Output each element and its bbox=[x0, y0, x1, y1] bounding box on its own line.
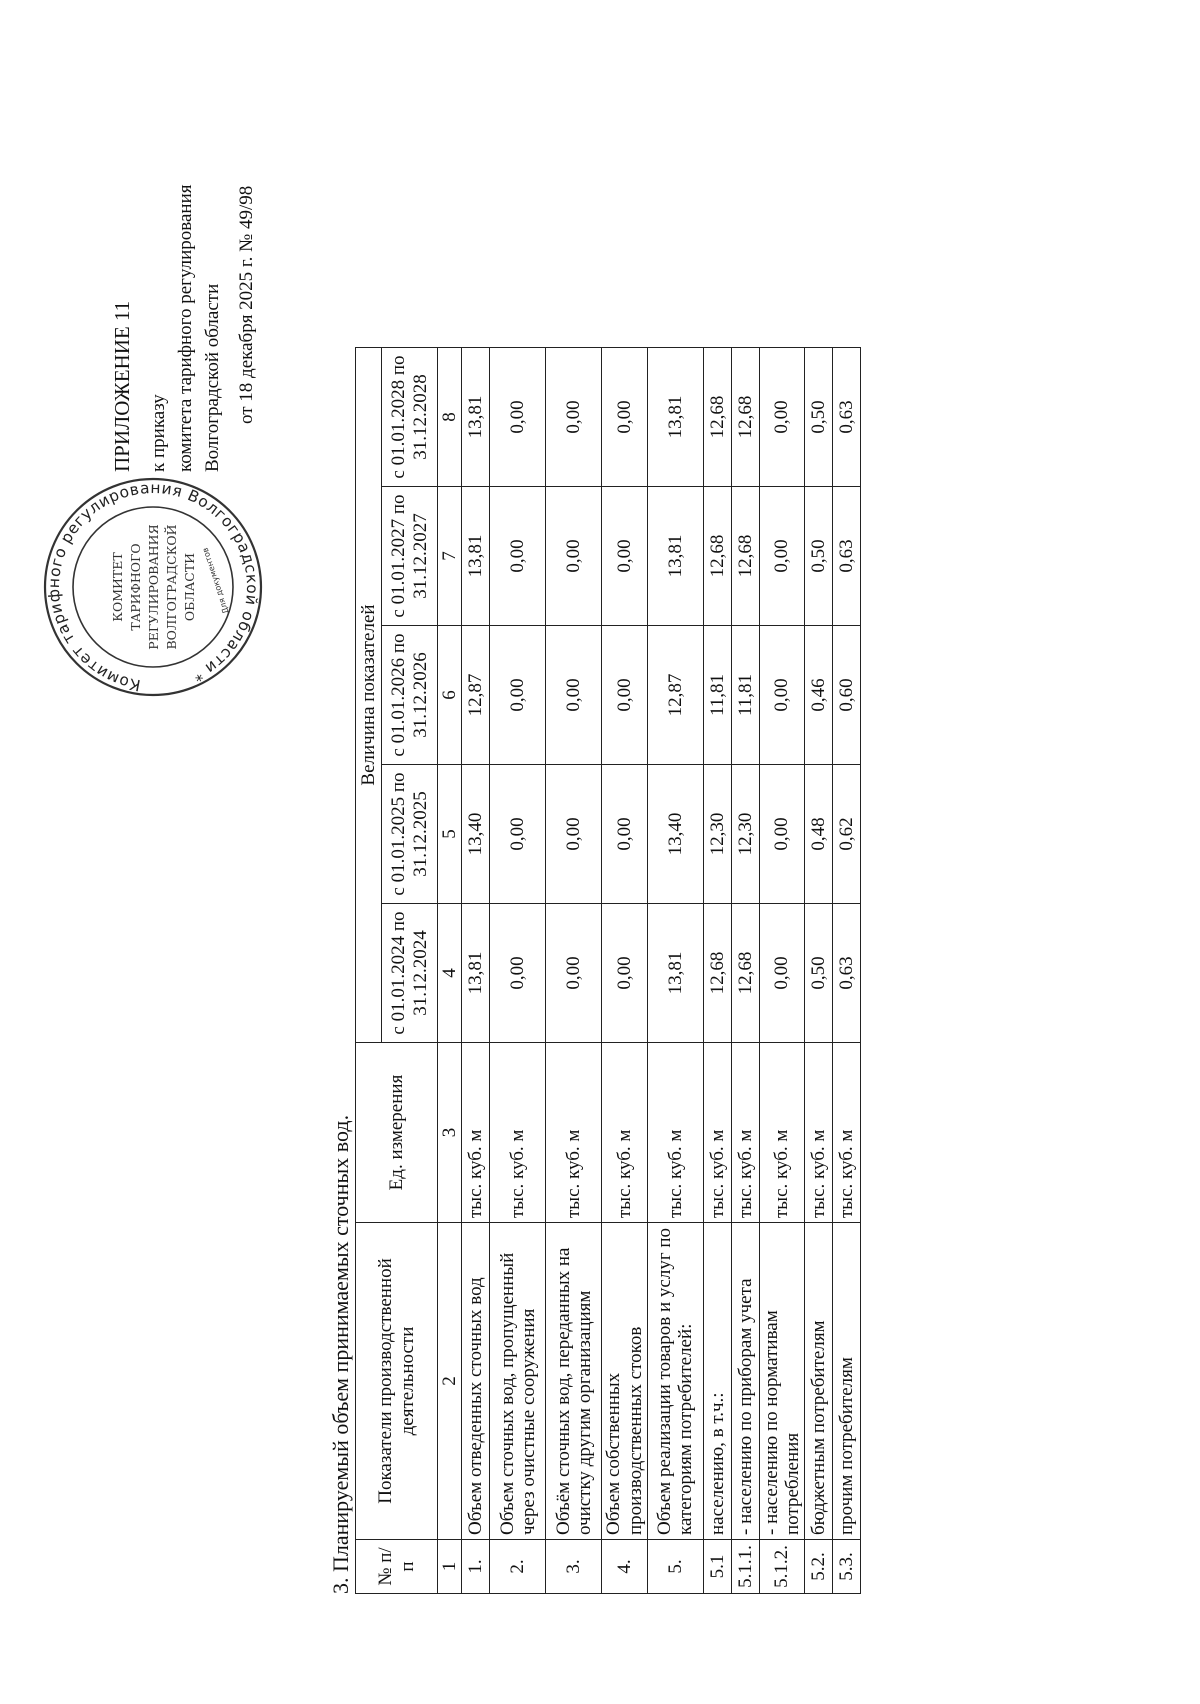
unit-cell: тыс. куб. м bbox=[805, 1043, 833, 1223]
value-cell: 0,00 bbox=[759, 348, 805, 487]
indicator-name-cell: Объём сточных вод, переданных на очистку другим организациям bbox=[546, 1223, 602, 1540]
value-cell: 0,00 bbox=[602, 765, 648, 904]
unit-cell: тыс. куб. м bbox=[546, 1043, 602, 1223]
table-title: 3. Планируемый объем принимаемых сточных вод. bbox=[328, 1114, 353, 1594]
indicator-name-cell: населению, в т.ч.: bbox=[703, 1223, 731, 1540]
row-number-cell: 5.1 bbox=[703, 1540, 731, 1594]
value-cell: 12,30 bbox=[703, 765, 731, 904]
unit-cell: тыс. куб. м bbox=[647, 1043, 703, 1223]
row-number-cell: 5.2. bbox=[805, 1540, 833, 1594]
table-row bbox=[602, 348, 648, 1594]
value-cell: 12,68 bbox=[703, 904, 731, 1043]
value-cell: 0,00 bbox=[602, 348, 648, 487]
row-number-cell: 5. bbox=[647, 1540, 703, 1594]
value-cell: 0,00 bbox=[490, 904, 546, 1043]
value-cell: 12,87 bbox=[647, 626, 703, 765]
value-cell: 12,68 bbox=[703, 487, 731, 626]
value-cell: 0,50 bbox=[805, 904, 833, 1043]
indicator-name-cell: Объем собственных производственных стоков bbox=[602, 1223, 648, 1540]
unit-cell: тыс. куб. м bbox=[759, 1043, 805, 1223]
column-number-cell: 5 bbox=[438, 765, 462, 904]
value-cell: 0,00 bbox=[602, 626, 648, 765]
col-header-unit: Ед. измерения bbox=[356, 1043, 438, 1223]
indicator-name-cell: прочим потребителям bbox=[833, 1223, 861, 1540]
value-cell: 0,00 bbox=[546, 348, 602, 487]
value-cell: 13,81 bbox=[462, 487, 490, 626]
unit-cell: тыс. куб. м bbox=[731, 1043, 759, 1223]
value-cell: 0,00 bbox=[602, 487, 648, 626]
indicator-name-cell: Объем сточных вод, пропущенный через очистные сооружения bbox=[490, 1223, 546, 1540]
value-cell: 0,00 bbox=[759, 904, 805, 1043]
seal-outer-text: Комитет тарифного регулирования Волгоградской области * bbox=[44, 478, 262, 695]
value-cell: 0,00 bbox=[546, 487, 602, 626]
value-cell: 0,50 bbox=[805, 348, 833, 487]
row-number-cell: 5.3. bbox=[833, 1540, 861, 1594]
unit-cell: тыс. куб. м bbox=[703, 1043, 731, 1223]
value-cell: 0,63 bbox=[833, 904, 861, 1043]
order-date: от 18 декабря 2025 г. № 49/98 bbox=[236, 185, 257, 424]
row-number-cell: 5.1.2. bbox=[759, 1540, 805, 1594]
seal-inner-line: ОБЛАСТИ bbox=[182, 552, 197, 622]
row-number-cell: 2. bbox=[490, 1540, 546, 1594]
value-cell: 0,60 bbox=[833, 626, 861, 765]
value-cell: 13,81 bbox=[647, 348, 703, 487]
value-cell: 0,00 bbox=[759, 626, 805, 765]
col-header-period-3: с 01.01.2026 по 31.12.2026 bbox=[382, 626, 438, 765]
value-cell: 12,68 bbox=[731, 487, 759, 626]
table-row bbox=[647, 348, 703, 1594]
indicator-name-cell: бюджетным потребителям bbox=[805, 1223, 833, 1540]
value-cell: 13,81 bbox=[462, 904, 490, 1043]
table-row bbox=[490, 348, 546, 1594]
value-cell: 0,50 bbox=[805, 487, 833, 626]
table-row bbox=[805, 348, 833, 1594]
column-number-cell: 6 bbox=[438, 626, 462, 765]
value-cell: 0,00 bbox=[490, 626, 546, 765]
seal-inner-line: КОМИТЕТ bbox=[110, 552, 125, 622]
appendix-label: ПРИЛОЖЕНИЕ 11 bbox=[110, 300, 134, 472]
seal-inner-line: ВОЛГОГРАДСКОЙ bbox=[164, 524, 179, 650]
value-cell: 0,63 bbox=[833, 487, 861, 626]
row-number-cell: 3. bbox=[546, 1540, 602, 1594]
value-cell: 0,62 bbox=[833, 765, 861, 904]
column-number-cell: 8 bbox=[438, 348, 462, 487]
column-number-cell: 3 bbox=[438, 1043, 462, 1223]
column-number-cell: 1 bbox=[438, 1540, 462, 1594]
value-cell: 13,81 bbox=[462, 348, 490, 487]
value-cell: 12,87 bbox=[462, 626, 490, 765]
value-cell: 0,00 bbox=[759, 487, 805, 626]
seal-inner-line: РЕГУЛИРОВАНИЯ bbox=[146, 524, 161, 650]
indicators-table bbox=[355, 347, 861, 1594]
value-cell: 12,68 bbox=[703, 348, 731, 487]
table-row bbox=[731, 348, 759, 1594]
column-number-cell: 4 bbox=[438, 904, 462, 1043]
unit-cell: тыс. куб. м bbox=[602, 1043, 648, 1223]
value-cell: 11,81 bbox=[731, 626, 759, 765]
value-cell: 0,00 bbox=[546, 904, 602, 1043]
table-row bbox=[759, 348, 805, 1594]
col-header-period-2: с 01.01.2025 по 31.12.2025 bbox=[382, 765, 438, 904]
table-row bbox=[462, 348, 490, 1594]
order-ref-line1: к приказу bbox=[148, 394, 169, 472]
table-row bbox=[546, 348, 602, 1594]
value-cell: 0,00 bbox=[759, 765, 805, 904]
value-cell: 13,40 bbox=[462, 765, 490, 904]
value-cell: 0,00 bbox=[546, 765, 602, 904]
value-cell: 0,46 bbox=[805, 626, 833, 765]
column-number-cell: 7 bbox=[438, 487, 462, 626]
unit-cell: тыс. куб. м bbox=[833, 1043, 861, 1223]
col-header-period-4: с 01.01.2027 по 31.12.2027 bbox=[382, 487, 438, 626]
official-seal-stamp bbox=[40, 474, 266, 700]
value-cell: 0,48 bbox=[805, 765, 833, 904]
value-cell: 0,00 bbox=[490, 487, 546, 626]
value-cell: 13,81 bbox=[647, 487, 703, 626]
unit-cell: тыс. куб. м bbox=[462, 1043, 490, 1223]
order-ref-line3: Волгоградской области bbox=[202, 283, 223, 472]
unit-cell: тыс. куб. м bbox=[490, 1043, 546, 1223]
value-cell: 13,81 bbox=[647, 904, 703, 1043]
row-number-cell: 4. bbox=[602, 1540, 648, 1594]
order-ref-line2: комитета тарифного регулирования bbox=[175, 184, 196, 472]
value-cell: 0,00 bbox=[490, 765, 546, 904]
indicator-name-cell: Объем отведенных сточных вод bbox=[462, 1223, 490, 1540]
value-cell: 12,68 bbox=[731, 904, 759, 1043]
value-cell: 0,00 bbox=[602, 904, 648, 1043]
value-cell: 13,40 bbox=[647, 765, 703, 904]
value-cell: 0,00 bbox=[546, 626, 602, 765]
indicator-name-cell: - населению по приборам учета bbox=[731, 1223, 759, 1540]
col-header-period-5: с 01.01.2028 по 31.12.2028 bbox=[382, 348, 438, 487]
seal-small-text: Для документов bbox=[200, 546, 231, 616]
row-number-cell: 5.1.1. bbox=[731, 1540, 759, 1594]
indicator-name-cell: - населению по нормативам потребления bbox=[759, 1223, 805, 1540]
indicator-name-cell: Объем реализации товаров и услуг по категориям потребителей: bbox=[647, 1223, 703, 1540]
column-number-cell: 2 bbox=[438, 1223, 462, 1540]
seal-inner-line: ТАРИФНОГО bbox=[128, 543, 143, 631]
col-header-number: № п/п bbox=[356, 1540, 438, 1594]
table-row bbox=[833, 348, 861, 1594]
table-row bbox=[703, 348, 731, 1594]
col-header-indicator: Показатели производственной деятельности bbox=[356, 1223, 438, 1540]
value-cell: 11,81 bbox=[703, 626, 731, 765]
row-number-cell: 1. bbox=[462, 1540, 490, 1594]
value-cell: 12,30 bbox=[731, 765, 759, 904]
col-header-values-group: Величина показателей bbox=[356, 348, 382, 1043]
value-cell: 0,63 bbox=[833, 348, 861, 487]
value-cell: 12,68 bbox=[731, 348, 759, 487]
svg-text:КОМИТЕТТАРИФНОГОРЕГУЛИРОВАНИЯВ bbox=[110, 524, 197, 649]
value-cell: 0,00 bbox=[490, 348, 546, 487]
col-header-period-1: с 01.01.2024 по 31.12.2024 bbox=[382, 904, 438, 1043]
